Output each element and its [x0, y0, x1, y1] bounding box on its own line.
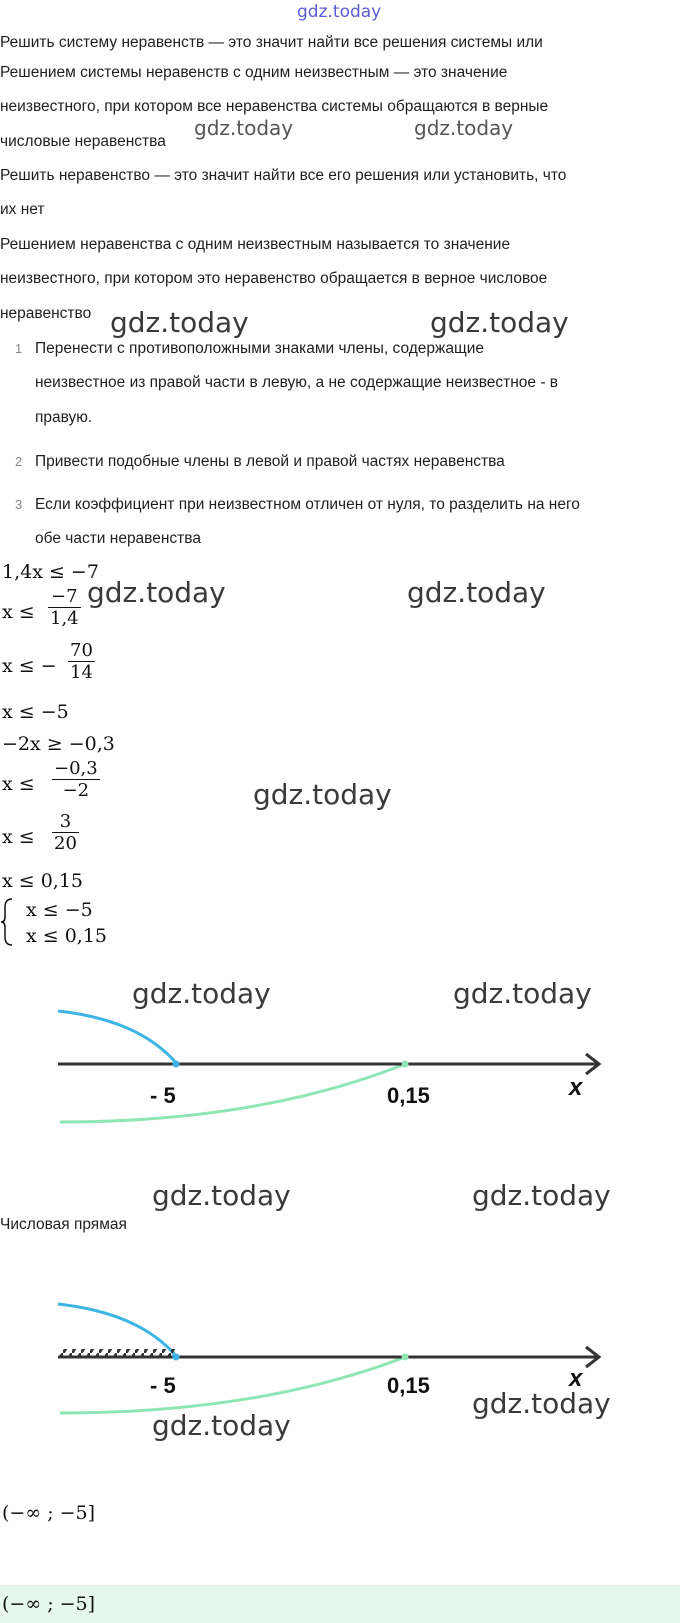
definition-line: Решить систему неравенств — это значит найти все решения системы или: [0, 34, 543, 51]
system-line: x ≤ 0,15: [26, 925, 108, 947]
watermark: gdz.today: [407, 576, 546, 609]
watermark: gdz.today: [453, 977, 592, 1010]
math-fraction: [68, 640, 95, 683]
step-text: Если коэффициент при неизвестном отличен от нуля, то разделить на него: [35, 496, 580, 513]
caption: Числовая прямая: [0, 1216, 127, 1233]
fraction-numerator: 3: [59, 811, 72, 832]
step-text: неизвестное из правой части в левую, а не содержащие неизвестное - в: [35, 374, 559, 391]
step-text: Привести подобные члены в левой и правой частях неравенства: [35, 453, 505, 470]
point-marker: [173, 1354, 180, 1361]
watermark: gdz.today: [414, 116, 514, 140]
system-line: x ≤ −5: [26, 899, 93, 921]
watermark: gdz.today: [152, 1179, 291, 1212]
axis-label: x: [569, 1074, 583, 1101]
watermark: gdz.today: [194, 116, 294, 140]
watermark: gdz.today: [253, 778, 392, 811]
answer-plain: (−∞ ; −5]: [2, 1502, 96, 1524]
watermark: gdz.today: [430, 306, 569, 339]
point-label-a: - 5: [150, 1083, 176, 1108]
definition-line: Решением системы неравенств с одним неизвестным — это значение: [0, 64, 508, 81]
definition-line: неизвестного, при котором это неравенство обращается в верное числовое: [0, 270, 548, 287]
math-line: x ≤: [2, 601, 35, 623]
fraction-numerator: 70: [70, 640, 93, 661]
fraction-denominator: 14: [70, 662, 93, 683]
blue-arc: [58, 1011, 177, 1064]
math-line: 1,4x ≤ −7: [2, 561, 99, 583]
definition-line: неравенство: [0, 305, 92, 322]
step-number: 3: [15, 497, 23, 512]
step-number: 2: [15, 454, 23, 469]
definition-line: их нет: [0, 201, 45, 218]
green-arc: [60, 1357, 405, 1413]
watermark: gdz.today: [472, 1179, 611, 1212]
definition-line: числовые неравенства: [0, 133, 166, 150]
fraction-denominator: 20: [54, 833, 77, 854]
site-logo[interactable]: gdz.today: [297, 2, 382, 22]
answer-highlight: [0, 1585, 680, 1623]
watermark: gdz.today: [110, 306, 249, 339]
point-marker: [402, 1354, 409, 1361]
math-fraction: [48, 586, 81, 629]
point-label-b: 0,15: [387, 1373, 430, 1398]
fraction-numerator: −7: [51, 586, 78, 607]
definition-line: Решением неравенства с одним неизвестным называется то значение: [0, 236, 511, 253]
point-label-b: 0,15: [387, 1083, 430, 1108]
watermark: gdz.today: [132, 977, 271, 1010]
math-line: x ≤ 0,15: [2, 870, 84, 892]
fraction-denominator: −2: [52, 779, 100, 801]
watermark: gdz.today: [87, 576, 226, 609]
math-line: x ≤: [2, 773, 35, 795]
math-line: −2x ≥ −0,3: [2, 733, 115, 755]
axis-label: x: [569, 1365, 583, 1392]
step-number: 1: [15, 341, 23, 356]
step-text: обе части неравенства: [35, 530, 201, 547]
system-brace: [0, 897, 16, 947]
math-line: x ≤ −: [2, 655, 57, 677]
math-line: x ≤: [2, 826, 35, 848]
step-text: Перенести с противоположными знаками члены, содержащие: [35, 340, 485, 357]
definition-line: неизвестного, при котором все неравенства системы обращаются в верные: [0, 98, 549, 115]
math-fraction: [52, 811, 79, 854]
green-arc: [60, 1064, 405, 1122]
fraction-numerator: −0,3: [54, 758, 98, 779]
fraction-denominator: 1,4: [50, 608, 79, 629]
answer-highlighted: (−∞ ; −5]: [2, 1593, 96, 1615]
definition-line: Решить неравенство — это значит найти все его решения или установить, что: [0, 167, 567, 184]
watermark: gdz.today: [472, 1387, 611, 1420]
step-text: правую.: [35, 409, 93, 426]
point-label-a: - 5: [150, 1373, 176, 1398]
math-fraction: [52, 758, 100, 801]
math-line: x ≤ −5: [2, 701, 69, 723]
point-marker: [173, 1061, 180, 1068]
watermark: gdz.today: [152, 1409, 291, 1442]
point-marker: [402, 1061, 409, 1068]
number-line-diagram: [0, 990, 680, 1140]
